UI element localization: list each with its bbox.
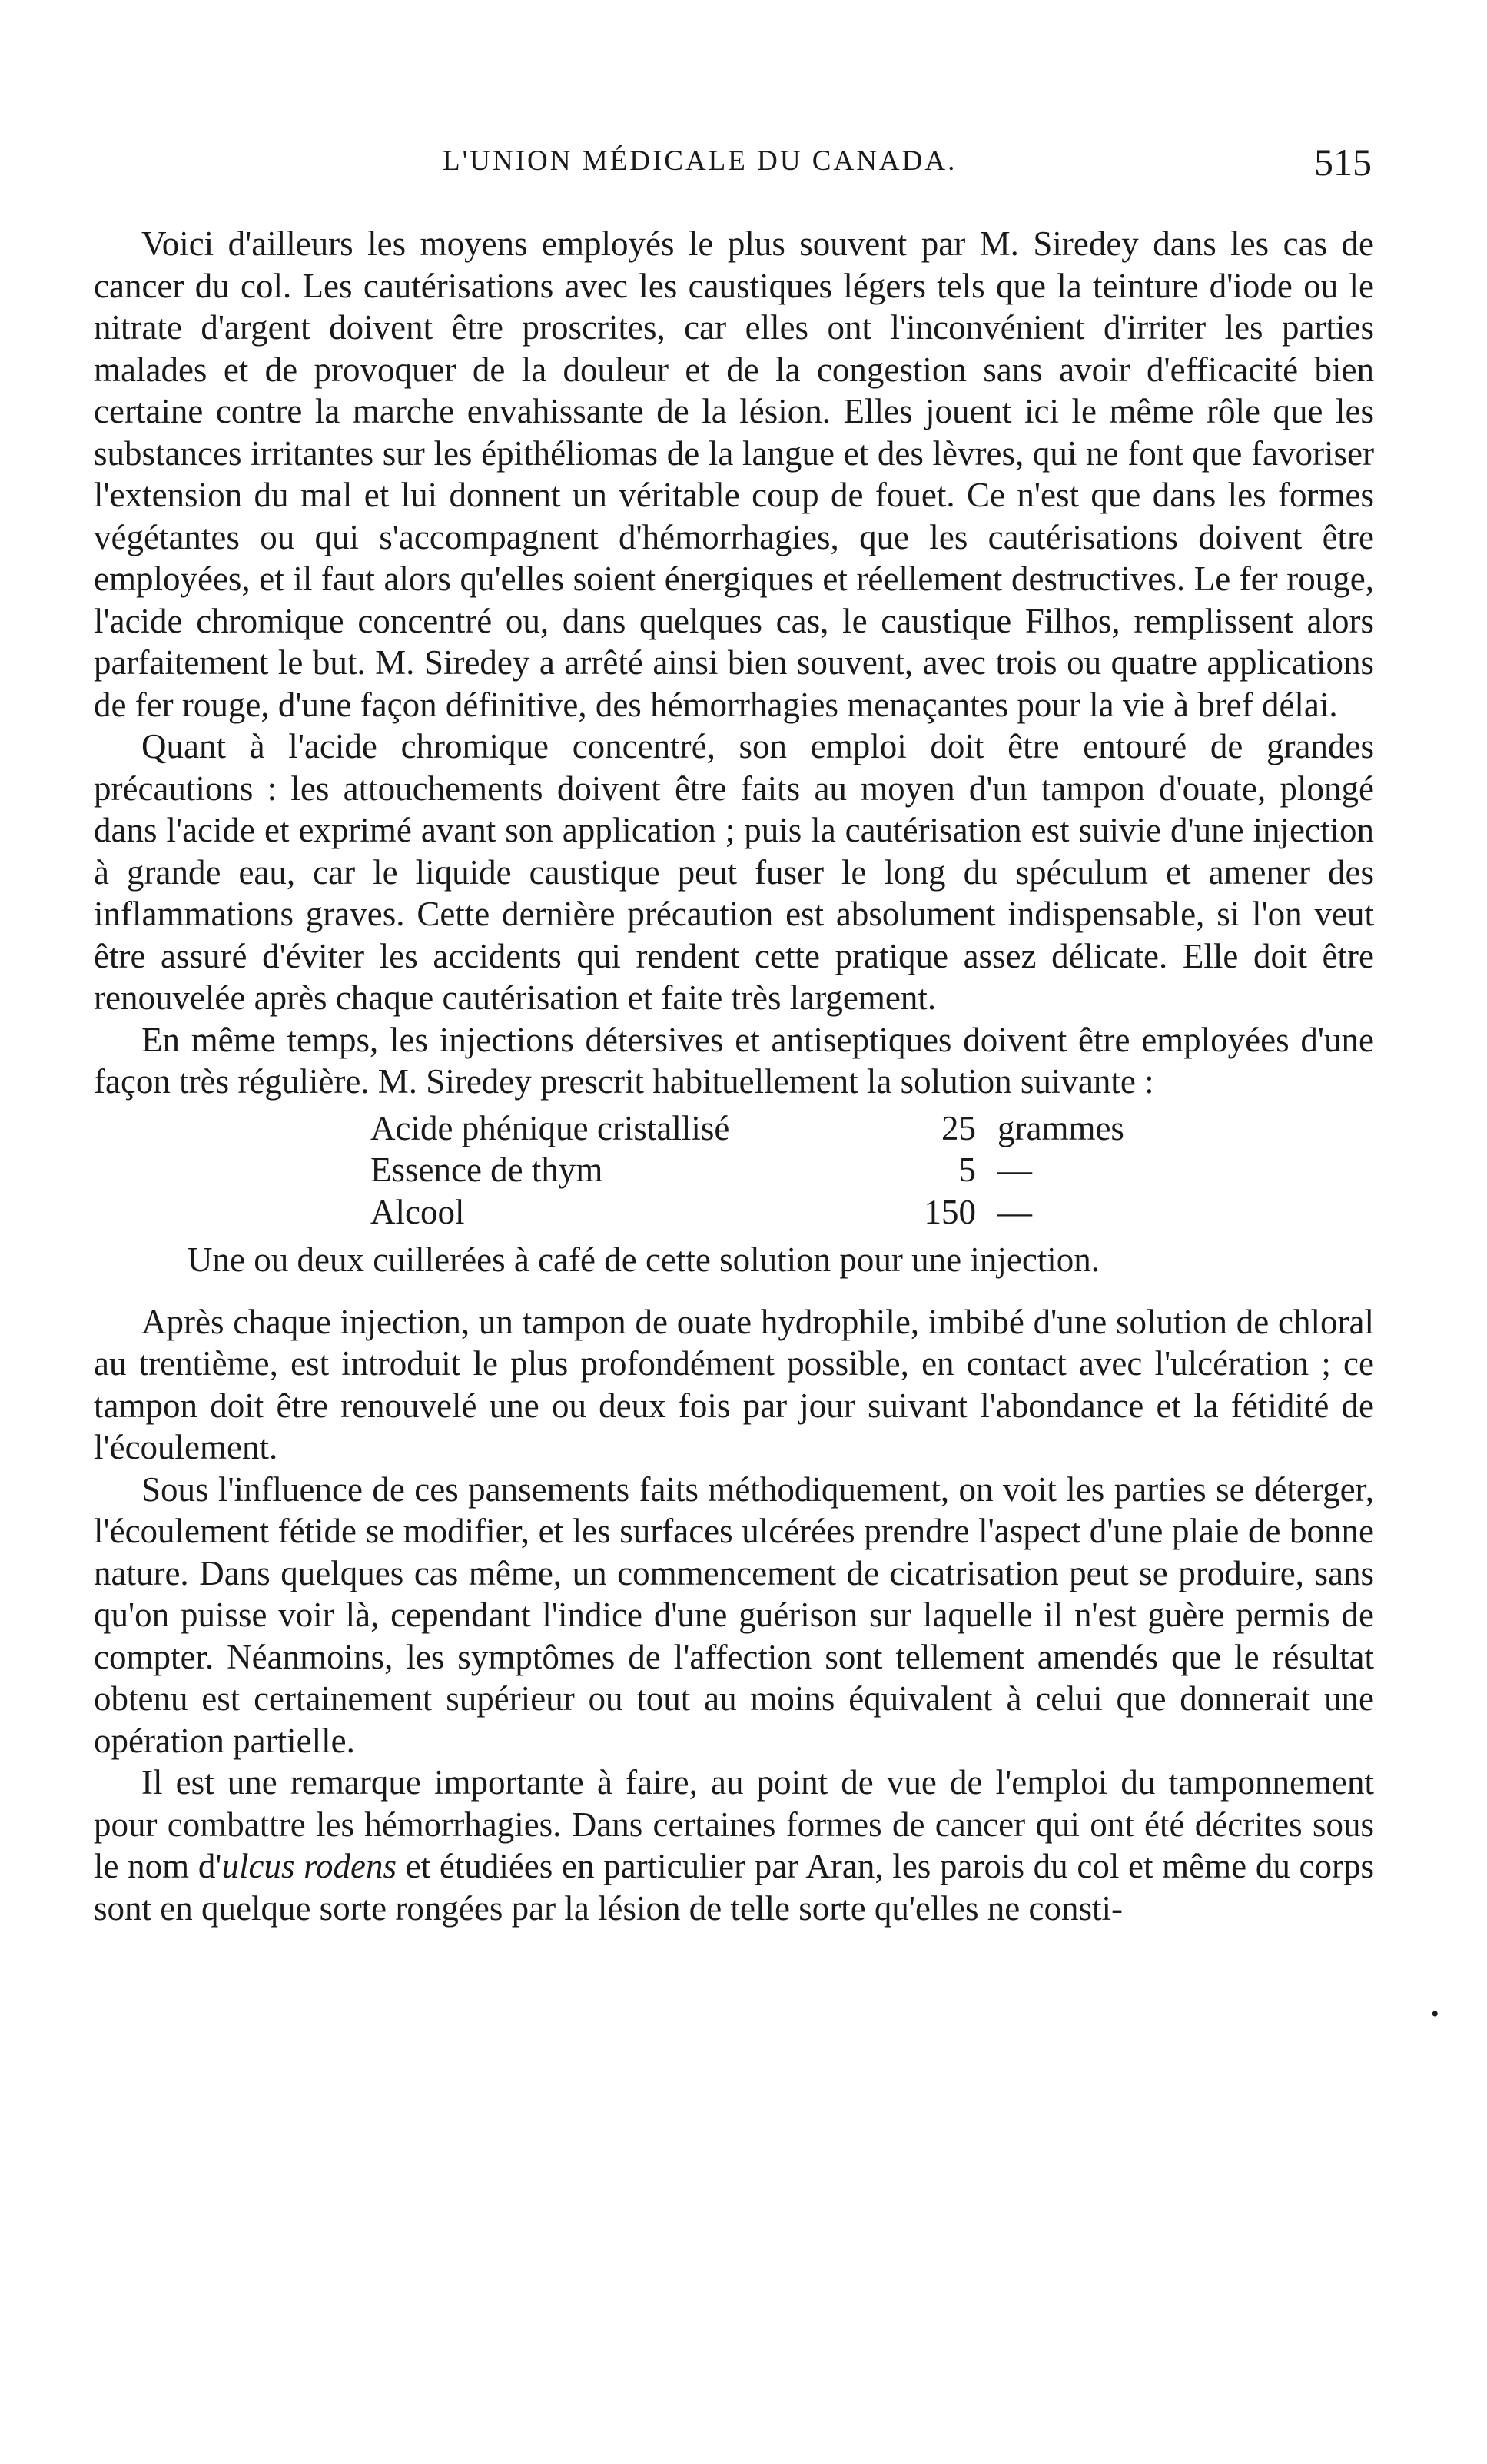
ingredient-unit: —: [997, 1192, 1032, 1231]
paragraph-injections: En même temps, les injections détersives et antiseptiques doivent être employées d'une façon très régulière. M. Siredey prescrit habituellement la solution suivante :: [94, 1020, 1374, 1101]
paragraph-acide-chromique: Quant à l'acide chromique concentré, son emploi doit être entouré de grandes précautions : les attouchements doivent être faits au moyen d'un tampon d'ouate, plongé dans l'acide et exprimé avant son application ; puis la cautérisation est suivie d'une injection à grande eau, car le liquide caustique peut fuser le long du spéculum et amener des inflammations graves. Cette dernière précaution est absolument indispensable, si l'on veut être assuré d'éviter les accidents qui rendent cette pratique assez délicate. Elle doit être renouvelée après chaque cautérisation et faite très largement.: [94, 727, 1374, 1017]
recipe-row: [370, 1191, 1374, 1234]
ingredient-unit: grammes: [997, 1108, 1124, 1147]
recipe-table: [370, 1107, 1374, 1234]
ingredient-unit: —: [997, 1151, 1032, 1189]
ingredient-name: Alcool: [370, 1192, 465, 1231]
paragraph-text-before-italic: Il est une remarque importante à faire, au point de vue de l'emploi du tamponnement pour combattre les hémorrhagies. Dans certaines formes de cancer qui ont été décrites sous le nom d': [94, 1763, 1374, 1885]
margin-mark: •: [1431, 2001, 1439, 2027]
paragraph-text-after-italic: et étudiées en particulier par Aran, les parois du col et même du corps sont en quelque sorte rongées par la lésion de telle sorte qu'elles ne consti-: [94, 1847, 1374, 1928]
paragraph-pansements: Sous l'influence de ces pansements faits méthodiquement, on voit les parties se déterger, l'écoulement fétide se modifier, et les surfaces ulcérées prendre l'aspect d'une plaie de bonne nature. Dans quelques cas même, un commencement de cicatrisation peut se produire, sans qu'on puisse voir là, cependant l'indice d'une guérison sur laquelle il n'est guère permis de compter. Néanmoins, les symptômes de l'affection sont tellement amendés que le résultat obtenu est certainement supérieur ou tout au moins équivalent à celui que donnerait une opération partielle.: [94, 1469, 1374, 1760]
recipe-row: [370, 1149, 1374, 1191]
recipe-row: [370, 1107, 1374, 1150]
ingredient-name: Acide phénique cristallisé: [370, 1108, 730, 1147]
ingredient-quantity: 150: [924, 1192, 976, 1231]
ingredient-quantity: 5: [958, 1151, 976, 1189]
italic-term: ulcus rodens: [221, 1847, 397, 1885]
page-number: 515: [1314, 141, 1372, 184]
paragraph-cauterisations: Voici d'ailleurs les moyens employés le plus souvent par M. Siredey dans les cas de cancer du col. Les cautérisations avec les caustiques légers tels que la teinture d'iode ou le nitrate d'argent doivent être proscrites, car elles ont l'inconvénient d'irriter les parties malades et de provoquer de la douleur et de la congestion sans avoir d'efficacité bien certaine contre la marche envahissante de la lésion. Elles jouent ici le même rôle que les substances irritantes sur les épithéliomas de la langue et des lèvres, qui ne font que favoriser l'extension du mal et lui donnent un véritable coup de fouet. Ce n'est que dans les formes végétantes ou qui s'accompagnent d'hémorrhagies, que les cautérisations doivent être employées, et il faut alors qu'elles soient énergiques et réellement destructives. Le fer rouge, l'acide chromique concentré ou, dans quelques cas, le caustique Filhos, remplissent alors parfaitement le but. M. Siredey a arrêté ainsi bien souvent, avec trois ou quatre applications de fer rouge, d'une façon définitive, des hémorrhagies menaçantes pour la vie à bref délai.: [94, 224, 1374, 724]
body-text: [94, 223, 1374, 1929]
recipe-note: Une ou deux cuillerées à café de cette solution pour une injection.: [188, 1240, 1100, 1279]
page-header: [0, 141, 1487, 191]
ingredient-name: Essence de thym: [370, 1151, 603, 1189]
ingredient-quantity: 25: [941, 1108, 976, 1147]
paragraph-tampon: Après chaque injection, un tampon de ouate hydrophile, imbibé d'une solution de chloral au trentième, est introduit le plus profondément possible, en contact avec l'ulcération ; ce tampon doit être renouvelé une ou deux fois par jour suivant l'abondance et la fétidité de l'écoulement.: [94, 1302, 1374, 1466]
running-title: L'UNION MÉDICALE DU CANADA.: [443, 145, 958, 177]
paragraph-tamponnement: [94, 1762, 1374, 1929]
